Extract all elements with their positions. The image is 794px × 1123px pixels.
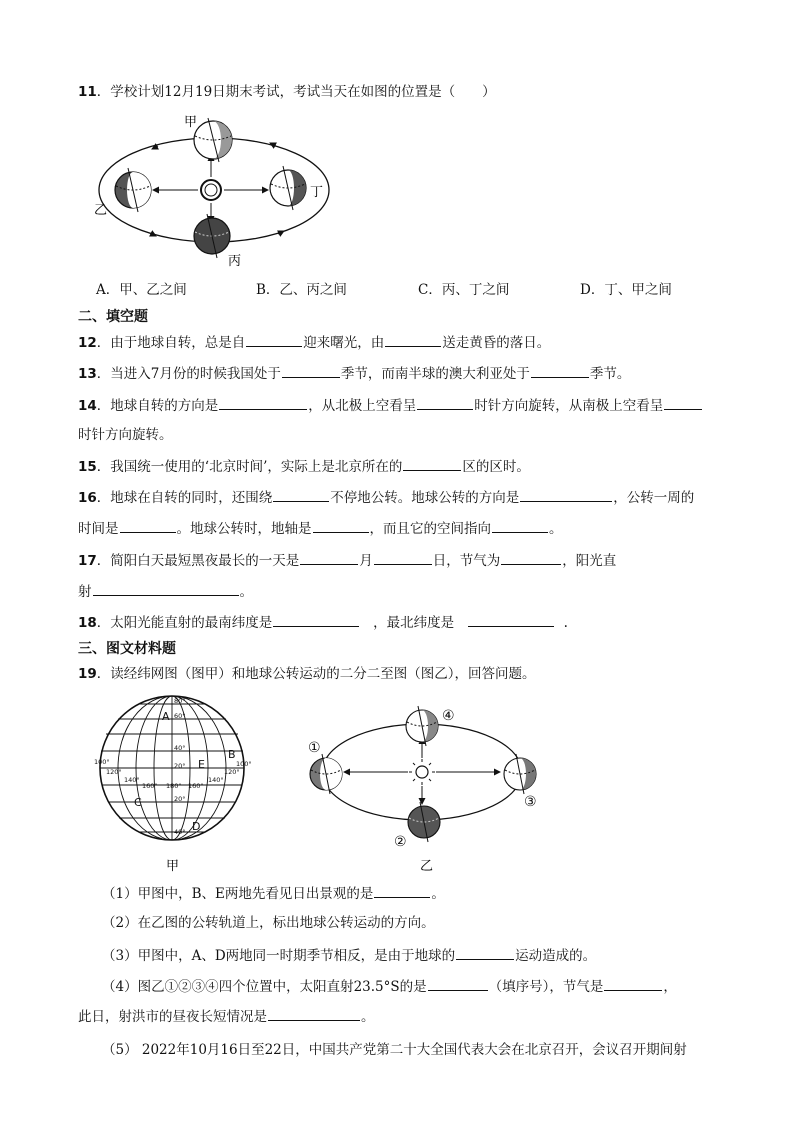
q13-number: 13 xyxy=(78,366,97,382)
q11-option-b[interactable]: B．乙、丙之间 xyxy=(256,282,347,298)
q18-blank-1[interactable] xyxy=(273,612,359,627)
earth-bing xyxy=(194,214,230,258)
q17-number: 17 xyxy=(78,553,97,569)
point-e: E xyxy=(198,758,205,771)
label-position-3: ③ xyxy=(524,794,537,810)
q12-blank-2[interactable] xyxy=(385,332,441,347)
sub-q4-text-3: ， xyxy=(663,979,677,995)
q13-text-2: 季节，而南半球的澳大利亚处于 xyxy=(340,366,530,382)
q14-text-1: ．地球自转的方向是 xyxy=(96,398,219,414)
label-ding: 丁 xyxy=(310,185,324,200)
q13-blank-1[interactable] xyxy=(282,363,340,378)
lat-label-40s: 40° xyxy=(174,828,186,836)
earth-yi xyxy=(115,168,151,212)
sub-q2-line: （2）在乙图的公转轨道上，标出地球公转运动的方向。 xyxy=(102,915,435,931)
q14-line-2: 时针方向旋转。 xyxy=(78,427,173,443)
q11-option-c[interactable]: C．丙、丁之间 xyxy=(418,282,510,298)
earth-position-2 xyxy=(408,802,440,842)
q14-number: 14 xyxy=(78,398,97,414)
sub-q1-line xyxy=(102,883,445,904)
q17-blank-3[interactable] xyxy=(501,550,561,565)
q11-number: 11 xyxy=(78,84,97,100)
q16-text-2: 不停地公转。地球公转的方向是 xyxy=(330,490,520,506)
q19-number: 19 xyxy=(78,666,97,682)
lon-label-100e: 100° xyxy=(236,760,252,768)
graticule-globe-figure xyxy=(88,694,260,874)
q18-text-2: ，最北纬度是 xyxy=(373,615,455,631)
sub-q4-blank-3[interactable] xyxy=(268,1006,360,1021)
q15-text-2: 区的区时。 xyxy=(462,459,530,475)
q12-text-1: ．由于地球自转，总是自 xyxy=(96,335,246,351)
point-d: D xyxy=(192,820,201,833)
q12-line xyxy=(78,332,550,353)
earth-jia xyxy=(194,118,232,162)
q16-blank-3[interactable] xyxy=(120,518,176,533)
q15-blank-1[interactable] xyxy=(403,456,461,471)
q16-line-1 xyxy=(78,487,694,508)
q17-text-3: 日，节气为 xyxy=(432,553,501,569)
q16-text-5: 。地球公转时，地轴是 xyxy=(176,521,312,537)
q16-text-1: ．地球在自转的同时，还围绕 xyxy=(96,490,273,506)
q18-number: 18 xyxy=(78,615,97,631)
label-position-4: ④ xyxy=(442,708,455,724)
q14-text-2: ，从北极上空看呈 xyxy=(308,398,417,414)
sub-q4-blank-2[interactable] xyxy=(604,976,662,991)
lon-label-160w: 160° xyxy=(142,782,158,790)
q13-text-1: ．当进入7月份的时候我国处于 xyxy=(96,366,281,382)
lon-label-120w: 120° xyxy=(106,768,122,776)
lon-label-140w: 140° xyxy=(124,776,140,784)
sub-q4-line-2 xyxy=(78,1006,375,1027)
lon-label-100w: 100° xyxy=(94,758,110,766)
orbit-figure-2 xyxy=(302,700,550,876)
orbit-figure-1 xyxy=(88,110,348,270)
q16-line-2 xyxy=(78,518,563,539)
q11-line xyxy=(78,82,496,102)
sub-q1-text: （1）甲图中，B、E两地先看见日出景观的是 xyxy=(102,886,374,902)
sub-q1-blank[interactable] xyxy=(374,883,430,898)
q17-blank-2[interactable] xyxy=(374,550,432,565)
q12-blank-1[interactable] xyxy=(246,332,302,347)
caption-jia: 甲 xyxy=(166,859,180,874)
sub-q4-text-5: 。 xyxy=(361,1009,375,1025)
q17-blank-1[interactable] xyxy=(300,550,358,565)
sub-q4-blank-1[interactable] xyxy=(428,976,488,991)
q18-text-1: ．太阳光能直射的最南纬度是 xyxy=(96,615,273,631)
sub-q3-blank[interactable] xyxy=(456,945,514,960)
q17-blank-4[interactable] xyxy=(93,581,239,596)
label-position-1: ① xyxy=(308,740,321,756)
lat-label-80: 80° xyxy=(174,697,186,705)
caption-yi: 乙 xyxy=(420,859,434,874)
q19-text: ．读经纬网图（图甲）和地球公转运动的二分二至图（图乙），回答问题。 xyxy=(96,666,536,682)
q11-text: ．学校计划12月19日期末考试，考试当天在如图的位置是（ ） xyxy=(96,84,496,100)
label-yi: 乙 xyxy=(94,203,108,218)
q13-text-3: 季节。 xyxy=(589,366,631,382)
lon-label-140e: 140° xyxy=(208,776,224,784)
lon-label-160e: 160° xyxy=(188,782,204,790)
q19-line xyxy=(78,664,536,684)
q13-blank-2[interactable] xyxy=(531,363,589,378)
q18-line xyxy=(78,612,568,633)
q15-text-1: ．我国统一使用的‘北京时间’，实际上是北京所在的 xyxy=(96,459,403,475)
label-jia: 甲 xyxy=(184,115,198,130)
earth-position-1 xyxy=(310,754,342,794)
lat-label-20s: 20° xyxy=(174,795,186,803)
lat-label-60: 60° xyxy=(174,712,186,720)
sub-q1-end: 。 xyxy=(431,886,445,902)
lon-label-120e: 120° xyxy=(224,768,240,776)
q13-line xyxy=(78,363,630,384)
q12-text-3: 送走黄昏的落日。 xyxy=(442,335,551,351)
q17-line-1 xyxy=(78,550,616,571)
sub-q4-text-4: 此日，射洪市的昼夜长短情况是 xyxy=(78,1009,267,1025)
sub-q4-text-2: （填序号），节气是 xyxy=(488,979,604,995)
sub-q3-end: 运动造成的。 xyxy=(515,948,597,964)
lon-label-180: 180° xyxy=(166,782,182,790)
q16-number: 16 xyxy=(78,490,97,506)
label-bing: 丙 xyxy=(228,254,242,269)
q11-option-a[interactable]: A．甲、乙之间 xyxy=(96,282,187,298)
sun-icon xyxy=(201,180,221,200)
q17-text-2: 月 xyxy=(359,553,373,569)
lat-label-40: 40° xyxy=(174,744,186,752)
sun-icon xyxy=(409,759,435,785)
q16-text-4: 时间是 xyxy=(78,521,119,537)
sub-q4-text-1: （4）图乙①②③④四个位置中，太阳直射23.5°S的是 xyxy=(102,979,427,995)
q16-text-7: 。 xyxy=(549,521,563,537)
q17-text-1: ．简阳白天最短黑夜最长的一天是 xyxy=(96,553,300,569)
q14-blank-2[interactable] xyxy=(417,395,473,410)
earth-position-3 xyxy=(504,754,536,794)
q14-line-1 xyxy=(78,395,703,416)
q14-blank-3[interactable] xyxy=(664,395,702,410)
point-c: C xyxy=(134,796,142,809)
q15-line xyxy=(78,456,530,477)
point-a: A xyxy=(162,710,170,723)
q18-blank-2[interactable] xyxy=(468,612,554,627)
q11-option-d[interactable]: D．丁、甲之间 xyxy=(580,282,672,298)
q16-blank-2[interactable] xyxy=(520,487,612,502)
sub-q5-line: （5） 2022年10月16日至22日，中国共产党第二十大全国代表大会在北京召开，会议召开期间射 xyxy=(102,1042,687,1058)
q12-text-2: 迎来曙光，由 xyxy=(303,335,385,351)
q16-blank-5[interactable] xyxy=(492,518,548,533)
q14-text-3: 时针方向旋转，从南极上空看呈 xyxy=(474,398,664,414)
section-2-heading: 二、填空题 xyxy=(78,309,148,325)
point-b: B xyxy=(228,748,236,761)
lat-label-20n: 20° xyxy=(174,762,186,770)
sub-q3-text: （3）甲图中，A、D两地同一时期季节相反，是由于地球的 xyxy=(102,948,456,964)
section-3-heading: 三、图文材料题 xyxy=(78,641,176,657)
q16-blank-4[interactable] xyxy=(313,518,369,533)
q16-text-3: ，公转一周的 xyxy=(613,490,695,506)
q17-text-6: 。 xyxy=(239,584,253,600)
q17-text-4: ，阳光直 xyxy=(562,553,617,569)
sub-q4-line-1 xyxy=(102,976,677,997)
q14-blank-1[interactable] xyxy=(219,395,307,410)
q16-text-6: ，而且它的空间指向 xyxy=(369,521,491,537)
q17-line-2 xyxy=(78,581,253,602)
q12-number: 12 xyxy=(78,335,97,351)
label-position-2: ② xyxy=(394,834,407,850)
q15-number: 15 xyxy=(78,459,97,475)
sub-q3-line xyxy=(102,945,596,966)
q18-text-3: . xyxy=(563,615,568,631)
earth-position-4 xyxy=(406,706,438,746)
q16-blank-1[interactable] xyxy=(273,487,329,502)
earth-ding xyxy=(270,166,306,210)
q17-text-5: 射 xyxy=(78,584,92,600)
